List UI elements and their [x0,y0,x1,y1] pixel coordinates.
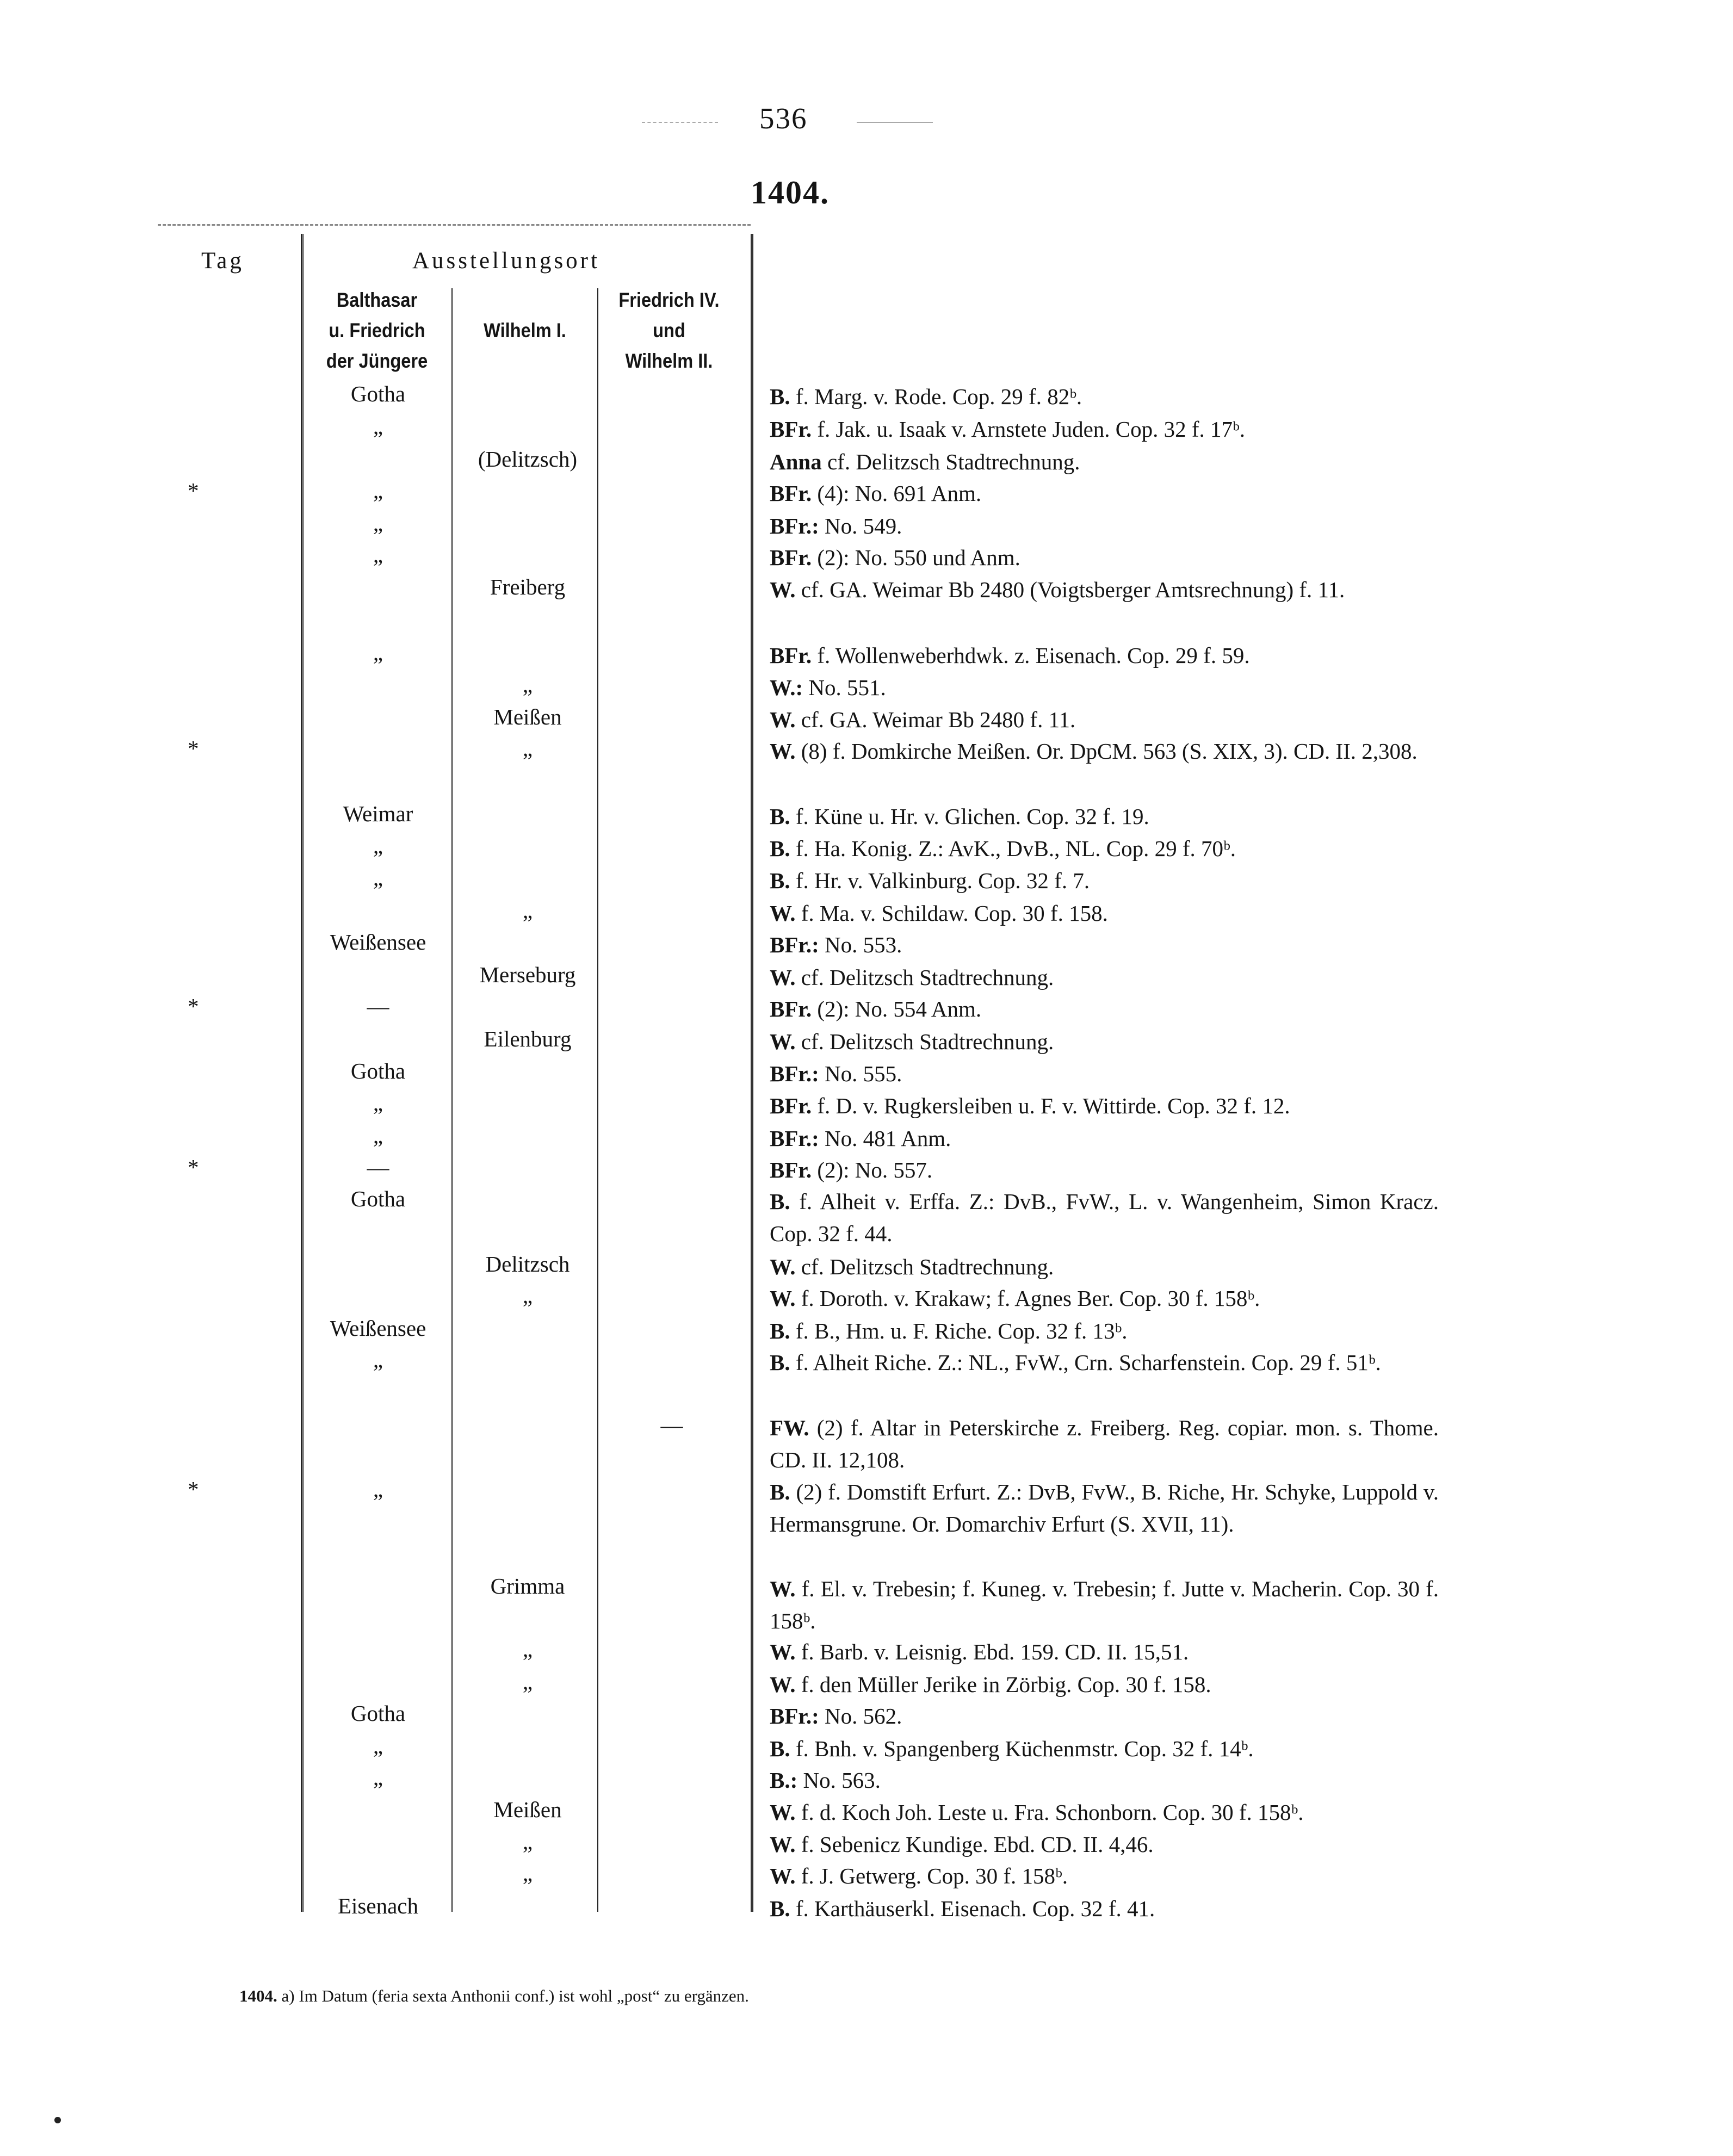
row-entry [770,1186,1439,1250]
row-entry-lead: W. [770,965,796,990]
row-entry-text: f. Wollenweberhdwk. z. Eisenach. Cop. 29 f. 59. [817,643,1250,668]
row-place-wilhelm: (Delitzsch) [478,447,578,472]
row-entry-text: No. 563. [803,1768,881,1793]
row-entry [770,446,1439,478]
row-entry [770,1090,1439,1122]
row-entry [770,704,1439,736]
row-place-balthasar: „ [373,1765,383,1790]
row-entry [770,1251,1439,1283]
row-entry-lead: B. [770,384,790,409]
row-entry [770,1315,1439,1347]
row-entry-text: cf. GA. Weimar Bb 2480 (Voigtsberger Amtsrechnung) f. 11. [801,577,1345,602]
row-entry [770,1573,1439,1637]
row-entry-text: (2): No. 557. [817,1157,933,1182]
row-entry-text: f. Barb. v. Leisnig. Ebd. 159. CD. II. 15,51. [801,1639,1189,1664]
row-place-wilhelm: Delitzsch [485,1252,570,1277]
column-rule-balthasar [451,288,453,1912]
row-star: * [188,478,199,503]
row-entry [770,833,1439,865]
row-place-wilhelm: „ [522,1637,533,1662]
header-wilhelm: Wilhelm I. [484,319,566,342]
row-entry [770,1636,1439,1668]
row-entry-text: f. Jak. u. Isaak v. Arnstete Juden. Cop. 32 f. 17ᵇ. [817,417,1245,442]
row-entry-text: No. 562. [824,1703,902,1728]
row-entry-text: f. Bnh. v. Spangenberg Küchenmstr. Cop. 32 f. 14ᵇ. [795,1736,1254,1761]
row-place-balthasar: „ [373,414,383,439]
row-entry-lead: B. [770,804,790,829]
row-entry [770,510,1439,542]
row-entry-text: f. Marg. v. Rode. Cop. 29 f. 82ᵇ. [795,384,1082,409]
row-entry-lead: B. [770,868,790,893]
row-place-balthasar: „ [373,865,383,890]
row-entry-text: f. Ma. v. Schildaw. Cop. 30 f. 158. [801,901,1108,926]
row-entry-text: cf. Delitzsch Stadtrechnung. [827,449,1080,474]
row-entry-lead: BFr. [770,1157,812,1182]
row-entry-text: f. Alheit Riche. Z.: NL., FvW., Crn. Scharfenstein. Cop. 29 f. 51ᵇ. [795,1350,1381,1375]
row-place-wilhelm: Merseburg [479,962,576,987]
row-entry [770,897,1439,930]
row-entry-lead: BFr. [770,1093,812,1118]
row-place-balthasar: Weimar [343,801,413,826]
row-entry-lead: W.: [770,675,803,700]
row-entry-lead: B. [770,1350,790,1375]
row-entry-text: f. Sebenicz Kundige. Ebd. CD. II. 4,46. [801,1832,1154,1857]
row-entry [770,1476,1439,1540]
row-entry-lead: BFr. [770,996,812,1021]
row-entry [770,1669,1439,1701]
row-place-balthasar: „ [373,1091,383,1116]
row-entry-lead: W. [770,1832,796,1857]
row-entry-lead: BFr.: [770,513,819,538]
row-place-balthasar: „ [373,1477,383,1502]
row-entry-lead: W. [770,1576,796,1601]
row-entry [770,1412,1439,1476]
row-entry [770,735,1439,767]
footnote [239,1986,749,2006]
row-entry [770,413,1439,445]
row-place-balthasar: Gotha [350,1058,406,1083]
row-entry-text: f. Doroth. v. Krakaw; f. Agnes Ber. Cop. 30 f. 158ᵇ. [801,1286,1260,1311]
row-place-balthasar: — [367,1155,389,1180]
header-ausstellungsort: Ausstellungsort [412,248,600,274]
row-entry [770,1764,1439,1796]
row-entry-lead: Anna [770,449,822,474]
row-place-balthasar: „ [373,1123,383,1148]
row-entry [770,1058,1439,1090]
row-entry [770,1123,1439,1155]
row-entry-lead: W. [770,577,796,602]
row-place-balthasar: „ [373,478,383,503]
row-place-wilhelm: „ [522,1829,533,1854]
row-entry [770,1026,1439,1058]
row-entry [770,381,1439,413]
row-entry-lead: BFr. [770,417,812,442]
row-entry-text: f. B., Hm. u. F. Riche. Cop. 32 f. 13ᵇ. [795,1318,1128,1343]
row-entry-text: No. 481 Anm. [824,1126,951,1151]
row-entry-lead: B.: [770,1768,798,1793]
row-entry [770,672,1439,704]
footnote-text: a) Im Datum (feria sexta Anthonii conf.) ist wohl „post“ zu ergänzen. [281,1986,749,2005]
row-entry-text: No. 551. [808,675,886,700]
row-entry-text: f. J. Getwerg. Cop. 30 f. 158ᵇ. [801,1863,1068,1888]
row-place-balthasar: Eisenach [338,1893,418,1918]
row-entry-lead: W. [770,707,796,732]
row-entry [770,1893,1439,1925]
scan-mark [54,2117,61,2123]
row-entry [770,1860,1439,1892]
row-entry-text: cf. Delitzsch Stadtrechnung. [801,1029,1054,1054]
row-entry [770,574,1439,606]
row-entry-lead: FW. [770,1415,809,1440]
row-place-balthasar: Gotha [350,1186,406,1211]
row-entry-lead: BFr. [770,545,812,570]
row-place-wilhelm: Grimma [490,1573,565,1599]
footnote-label: 1404. [239,1986,277,2005]
row-place-wilhelm: „ [522,1861,533,1886]
column-rule-tag [301,234,304,1912]
row-entry-lead: W. [770,1800,796,1825]
column-rule-friedrich [751,234,753,1912]
row-entry-lead: B. [770,1318,790,1343]
row-entry [770,1283,1439,1315]
row-entry-lead: W. [770,1254,796,1279]
row-entry-text: f. Küne u. Hr. v. Glichen. Cop. 32 f. 19. [795,804,1149,829]
row-entry-lead: W. [770,901,796,926]
row-entry-text: cf. Delitzsch Stadtrechnung. [801,965,1054,990]
row-entry-lead: W. [770,1863,796,1888]
row-entry-text: f. d. Koch Joh. Leste u. Fra. Schonborn. Cop. 30 f. 158ᵇ. [801,1800,1304,1825]
header-balthasar: Balthasar u. Friedrich der Jüngere [326,289,428,372]
row-entry-lead: B. [770,1479,790,1504]
row-entry-text: (2) f. Domstift Erfurt. Z.: DvB, FvW., B. Riche, Hr. Schyke, Luppold v. Hermansgrune. Or. Domarchiv Erfurt (S. XVII, 11). [770,1479,1439,1537]
row-entry-text: f. Karthäuserkl. Eisenach. Cop. 32 f. 41. [795,1896,1155,1921]
row-entry [770,993,1439,1025]
row-entry-text: f. Alheit v. Erffa. Z.: DvB., FvW., L. v. Wangenheim, Simon Kracz. Cop. 32 f. 44. [770,1189,1439,1246]
row-entry-text: f. D. v. Rugkersleiben u. F. v. Wittirde. Cop. 32 f. 12. [817,1093,1290,1118]
row-entry-text: f. Hr. v. Valkinburg. Cop. 32 f. 7. [795,868,1090,893]
row-entry [770,1796,1439,1829]
row-entry-lead: W. [770,1029,796,1054]
row-place-balthasar: „ [373,833,383,858]
row-place-friedrich: — [660,1412,683,1438]
row-entry [770,1700,1439,1732]
page-number: 536 [759,102,808,135]
row-entry [770,478,1439,510]
row-entry-lead: BFr. [770,481,812,506]
row-entry-text: cf. GA. Weimar Bb 2480 f. 11. [801,707,1076,732]
row-place-wilhelm: Meißen [493,704,562,729]
row-place-wilhelm: „ [522,736,533,761]
header-tag: Tag [201,248,244,274]
row-place-wilhelm: „ [522,1283,533,1308]
row-entry-lead: BFr.: [770,1061,819,1086]
row-entry-text: (2): No. 550 und Anm. [817,545,1020,570]
row-entry-text: No. 555. [824,1061,902,1086]
row-star: * [188,994,199,1019]
table-top-rule [158,224,751,226]
row-place-wilhelm: Meißen [493,1797,562,1822]
row-entry-lead: B. [770,1896,790,1921]
row-entry-text: No. 549. [824,513,902,538]
row-entry-text: (8) f. Domkirche Meißen. Or. DpCM. 563 (S. XIX, 3). CD. II. 2,308. [801,739,1418,764]
row-entry-text: f. El. v. Trebesin; f. Kuneg. v. Trebesin; f. Jutte v. Macherin. Cop. 30 f. 158ᵇ. [770,1576,1439,1633]
row-place-wilhelm: „ [522,898,533,923]
row-entry [770,1347,1439,1379]
row-entry [770,865,1439,897]
ornament-rule-left [642,122,718,123]
row-entry-text: (2) f. Altar in Peterskirche z. Freiberg. Reg. copiar. mon. s. Thome. CD. II. 12,108. [770,1415,1439,1472]
row-star: * [188,736,199,761]
row-place-wilhelm: „ [522,672,533,697]
row-place-balthasar: Weißensee [330,930,426,955]
row-entry-lead: BFr. [770,643,812,668]
row-place-wilhelm: Freiberg [490,574,566,599]
row-entry-lead: W. [770,1286,796,1311]
row-entry-text: f. Ha. Konig. Z.: AvK., DvB., NL. Cop. 29 f. 70ᵇ. [795,836,1236,861]
row-entry [770,801,1439,833]
row-entry [770,1829,1439,1861]
row-entry-lead: BFr.: [770,932,819,957]
row-entry [770,1154,1439,1186]
row-entry-lead: W. [770,1639,796,1664]
row-star: * [188,1155,199,1180]
row-place-balthasar: „ [373,511,383,536]
row-entry [770,1733,1439,1765]
row-entry-lead: BFr.: [770,1703,819,1728]
row-entry-lead: B. [770,836,790,861]
row-entry-lead: BFr.: [770,1126,819,1151]
row-entry-text: (4): No. 691 Anm. [817,481,982,506]
row-place-wilhelm: „ [522,1669,533,1694]
row-place-balthasar: „ [373,1733,383,1758]
row-entry-lead: B. [770,1736,790,1761]
row-entry-text: cf. Delitzsch Stadtrechnung. [801,1254,1054,1279]
row-place-balthasar: Gotha [350,1701,406,1726]
row-place-wilhelm: Eilenburg [484,1026,572,1051]
row-entry [770,962,1439,994]
year-heading: 1404. [751,175,830,210]
row-place-balthasar: — [367,994,389,1019]
row-entry-lead: W. [770,739,796,764]
row-entry [770,640,1439,672]
header-friedrich-wilhelm: Friedrich IV. und Wilhelm II. [618,289,720,372]
row-place-balthasar: „ [373,640,383,665]
row-entry [770,929,1439,961]
row-place-balthasar: „ [373,1347,383,1372]
row-entry-lead: W. [770,1672,796,1697]
ornament-rule-right [857,122,933,123]
row-entry [770,542,1439,574]
row-star: * [188,1477,199,1502]
row-entry-lead: B. [770,1189,790,1214]
row-place-balthasar: „ [373,542,383,567]
row-entry-text: No. 553. [824,932,902,957]
row-entry-text: (2): No. 554 Anm. [817,996,982,1021]
row-place-balthasar: Gotha [350,381,406,406]
row-entry-text: f. den Müller Jerike in Zörbig. Cop. 30 f. 158. [801,1672,1211,1697]
row-place-balthasar: Weißensee [330,1316,426,1341]
